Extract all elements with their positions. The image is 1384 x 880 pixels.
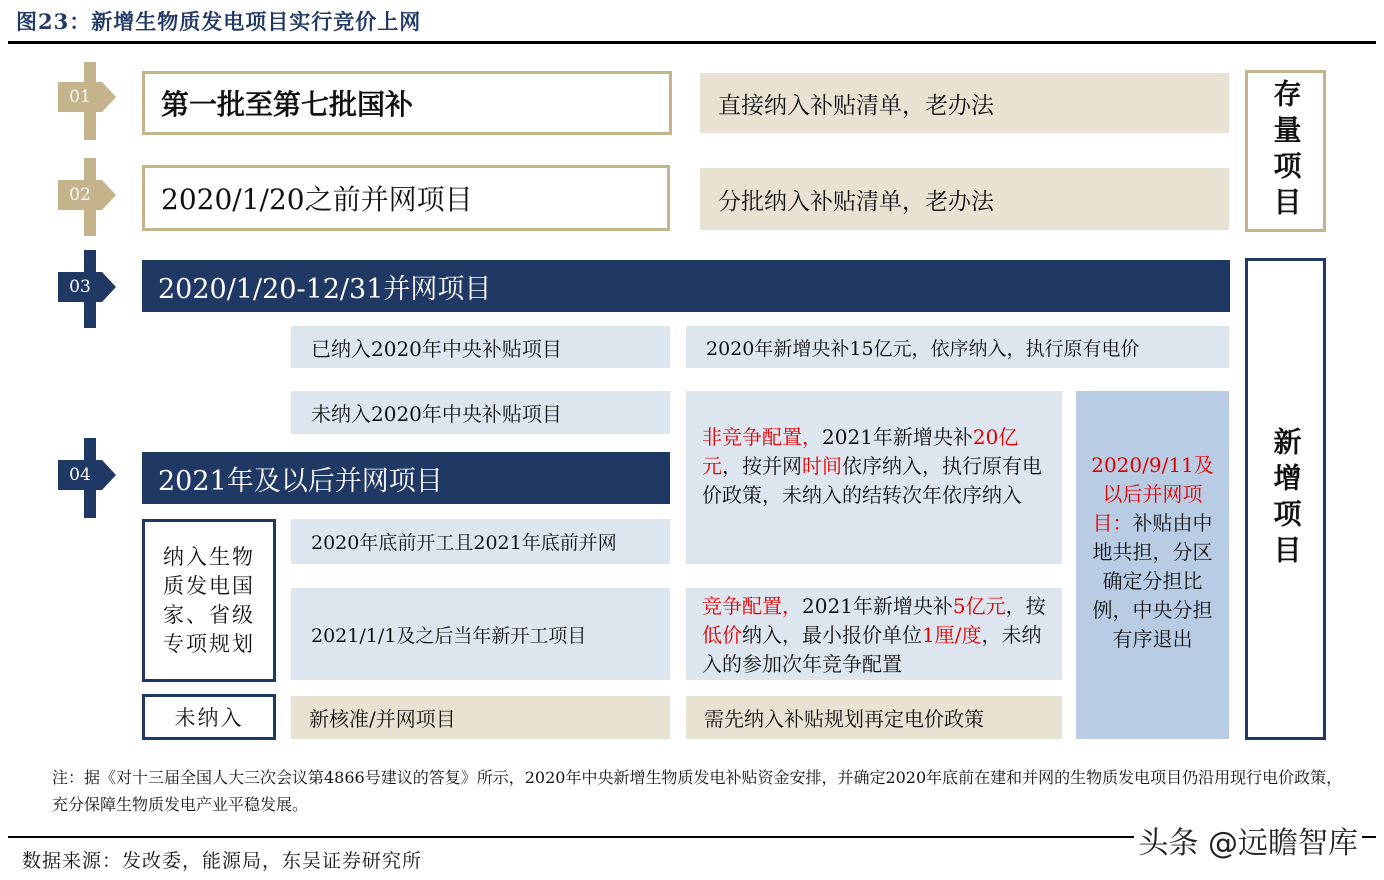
new-projects-box xyxy=(1245,258,1326,740)
competitive-text-2: ，按 xyxy=(1005,594,1046,618)
row4-header-bar: 2021年及以后并网项目 xyxy=(142,452,670,504)
row1-policy-box: 直接纳入补贴清单，老办法 xyxy=(700,73,1229,133)
noncompetitive-text-3: 依序纳入，执行原有电价政策，未纳入的结转次年依序纳入 xyxy=(702,454,1042,507)
row3-header-bar: 2020/1/20-12/31并网项目 xyxy=(142,260,1230,312)
marker-02 xyxy=(58,158,128,236)
marker-04 xyxy=(58,438,128,518)
existing-projects-label: 存量项目 xyxy=(1269,79,1303,223)
competitive-text-3: 纳入，最小报价单位 xyxy=(742,623,922,647)
noncompetitive-amount: 20亿元 xyxy=(702,425,1019,478)
marker-03 xyxy=(58,250,128,328)
noncompetitive-text-2: ，按并网 xyxy=(722,454,802,478)
competitive-text-1: 2021年新增央补 xyxy=(802,594,953,618)
figure-title: 图23：新增生物质发电项目实行竞价上网 xyxy=(16,9,422,34)
not-planned-box xyxy=(142,694,276,740)
new-projects-label: 新增项目 xyxy=(1269,427,1303,571)
noncompetitive-text-1: 2021年新增央补 xyxy=(822,425,973,449)
marker-01-number: 01 xyxy=(58,82,102,112)
shared-burden-text: 补贴由中地共担，分区确定分担比例，中央分担有序退出 xyxy=(1092,511,1213,651)
not-planned-label: 未纳入 xyxy=(174,706,244,730)
row4b-label-box: 2021/1/1及之后当年新开工项目 xyxy=(291,588,670,680)
marker-03-number: 03 xyxy=(58,272,102,302)
row4c-label-box: 新核准/并网项目 xyxy=(291,696,670,739)
noncompetitive-heading: 非竞争配置， xyxy=(702,425,822,449)
footnote: 注：据《对十三届全国人大三次会议第4866号建议的答复》所示，2020年中央新增生物质发电补贴资金安排，并确定2020年底前在建和并网的生物质发电项目仍沿用现行电价政策，充分保障生物质发电产业平稳发展。 xyxy=(52,768,1343,814)
row4c-policy-box: 需先纳入补贴规划再定电价政策 xyxy=(686,696,1062,739)
top-rule xyxy=(8,41,1376,44)
data-source: 数据来源：发改委，能源局，东吴证券研究所 xyxy=(22,850,423,872)
row3a-label-box: 已纳入2020年中央补贴项目 xyxy=(291,326,670,368)
noncompetitive-policy-box xyxy=(686,391,1062,564)
noncompetitive-key: 时间 xyxy=(802,454,842,478)
marker-04-number: 04 xyxy=(58,460,102,490)
row3b-label-box: 未纳入2020年中央补贴项目 xyxy=(291,391,670,434)
competitive-heading: 竞争配置， xyxy=(702,594,802,618)
planned-projects-label: 纳入生物质发电国家、省级专项规划 xyxy=(163,544,255,656)
planned-projects-box xyxy=(142,519,276,682)
row3a-policy-box: 2020年新增央补15亿元，依序纳入，执行原有电价 xyxy=(686,326,1229,368)
competitive-unit: 1厘/度 xyxy=(922,623,982,647)
marker-01 xyxy=(58,62,128,140)
row2-label-box: 2020/1/20之前并网项目 xyxy=(142,165,670,231)
marker-02-number: 02 xyxy=(58,180,102,210)
existing-projects-box xyxy=(1245,70,1326,232)
row1-label-box: 第一批至第七批国补 xyxy=(142,71,672,135)
competitive-amount: 5亿元 xyxy=(952,594,1006,618)
row2-policy-box: 分批纳入补贴清单，老办法 xyxy=(700,168,1229,230)
watermark: 头条 @远瞻智库 xyxy=(1134,818,1362,862)
shared-burden-box xyxy=(1076,391,1229,739)
shared-burden-heading: 2020/9/11及以后并网项目： xyxy=(1091,453,1214,535)
competitive-key: 低价 xyxy=(702,623,742,647)
row4a-label-box: 2020年底前开工且2021年底前并网 xyxy=(291,519,670,564)
competitive-policy-box xyxy=(686,588,1062,680)
competitive-text-4: ，未纳入的参加次年竞争配置 xyxy=(702,623,1042,676)
